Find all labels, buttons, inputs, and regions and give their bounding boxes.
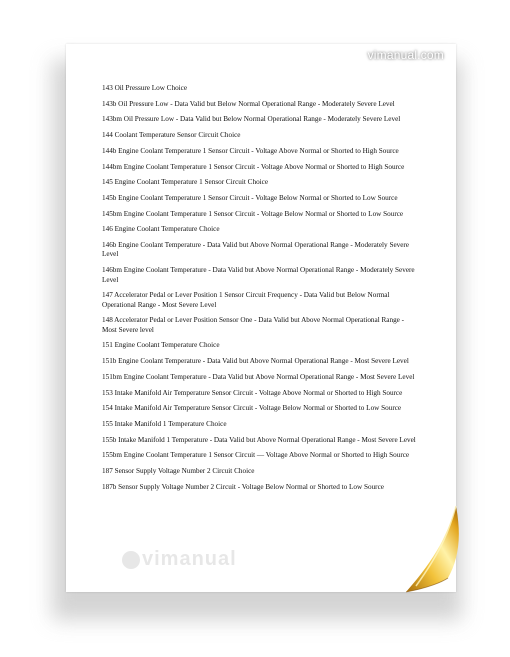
fault-code-entry: 187 Sensor Supply Voltage Number 2 Circuit Choice: [102, 467, 255, 476]
fault-code-entry: 144bm Engine Coolant Temperature 1 Sensor Circuit - Voltage Above Normal or Shorted to High Source: [102, 162, 405, 171]
fault-code-entry: 155bm Engine Coolant Temperature 1 Sensor Circuit — Voltage Above Normal or Shorted to High Source: [102, 451, 410, 460]
watermark-bottom-text: vimanual: [142, 548, 237, 570]
page-curl-icon: [398, 498, 478, 598]
fault-code-entry: 147 Accelerator Pedal or Lever Position 1 Sensor Circuit Frequency - Data Valid but Below Normal Operational Range - Most Severe Level: [102, 291, 390, 309]
fault-code-entry: 145 Engine Coolant Temperature 1 Sensor Circuit Choice: [102, 178, 269, 187]
fault-code-entry: 146bm Engine Coolant Temperature - Data Valid but Above Normal Operational Range - Moderately Severe Level: [102, 266, 415, 284]
fault-code-entry: 187b Sensor Supply Voltage Number 2 Circuit - Voltage Below Normal or Shorted to Low Source: [102, 482, 384, 491]
fault-code-list: [102, 84, 418, 499]
fault-code-entry: 143b Oil Pressure Low - Data Valid but Below Normal Operational Range - Moderately Severe Level: [102, 99, 395, 108]
fault-code-entry: 151b Engine Coolant Temperature - Data Valid but Above Normal Operational Range - Most Severe Level: [102, 357, 409, 366]
fault-code-entry: 151 Engine Coolant Temperature Choice: [102, 341, 220, 350]
fault-code-entry: 154 Intake Manifold Air Temperature Sensor Circuit - Voltage Below Normal or Shorted to Low Source: [102, 404, 402, 413]
fault-code-entry: 153 Intake Manifold Air Temperature Sensor Circuit - Voltage Above Normal or Shorted to High Source: [102, 388, 403, 397]
fault-code-entry: 155 Intake Manifold 1 Temperature Choice: [102, 419, 227, 428]
watermark-logo-icon: [122, 551, 140, 569]
fault-code-entry: 148 Accelerator Pedal or Lever Position Sensor One - Data Valid but Above Normal Operational Range - Most Severe level: [102, 316, 405, 334]
watermark-top: vimanual.com: [367, 48, 444, 62]
fault-code-entry: 143bm Oil Pressure Low - Data Valid but Below Normal Operational Range - Moderately Severe Level: [102, 115, 401, 124]
fault-code-entry: 144 Coolant Temperature Sensor Circuit Choice: [102, 131, 241, 140]
fault-code-entry: 146 Engine Coolant Temperature Choice: [102, 225, 220, 234]
fault-code-entry: 143 Oil Pressure Low Choice: [102, 84, 188, 92]
fault-code-entry: 151bm Engine Coolant Temperature - Data Valid but Above Normal Operational Range - Most Severe Level: [102, 372, 415, 381]
fault-code-entry: 146b Engine Coolant Temperature - Data Valid but Above Normal Operational Range - Moderately Severe Level: [102, 241, 410, 259]
fault-code-entry: 144b Engine Coolant Temperature 1 Sensor Circuit - Voltage Above Normal or Shorted to High Source: [102, 146, 399, 155]
watermark-bottom: [122, 548, 237, 571]
fault-code-entry: 145bm Engine Coolant Temperature 1 Sensor Circuit - Voltage Below Normal or Shorted to Low Source: [102, 209, 404, 218]
fault-code-entry: 155b Intake Manifold 1 Temperature - Data Valid but Above Normal Operational Range - Most Severe Level: [102, 435, 416, 444]
fault-code-entry: 145b Engine Coolant Temperature 1 Sensor Circuit - Voltage Below Normal or Shorted to Low Source: [102, 193, 398, 202]
